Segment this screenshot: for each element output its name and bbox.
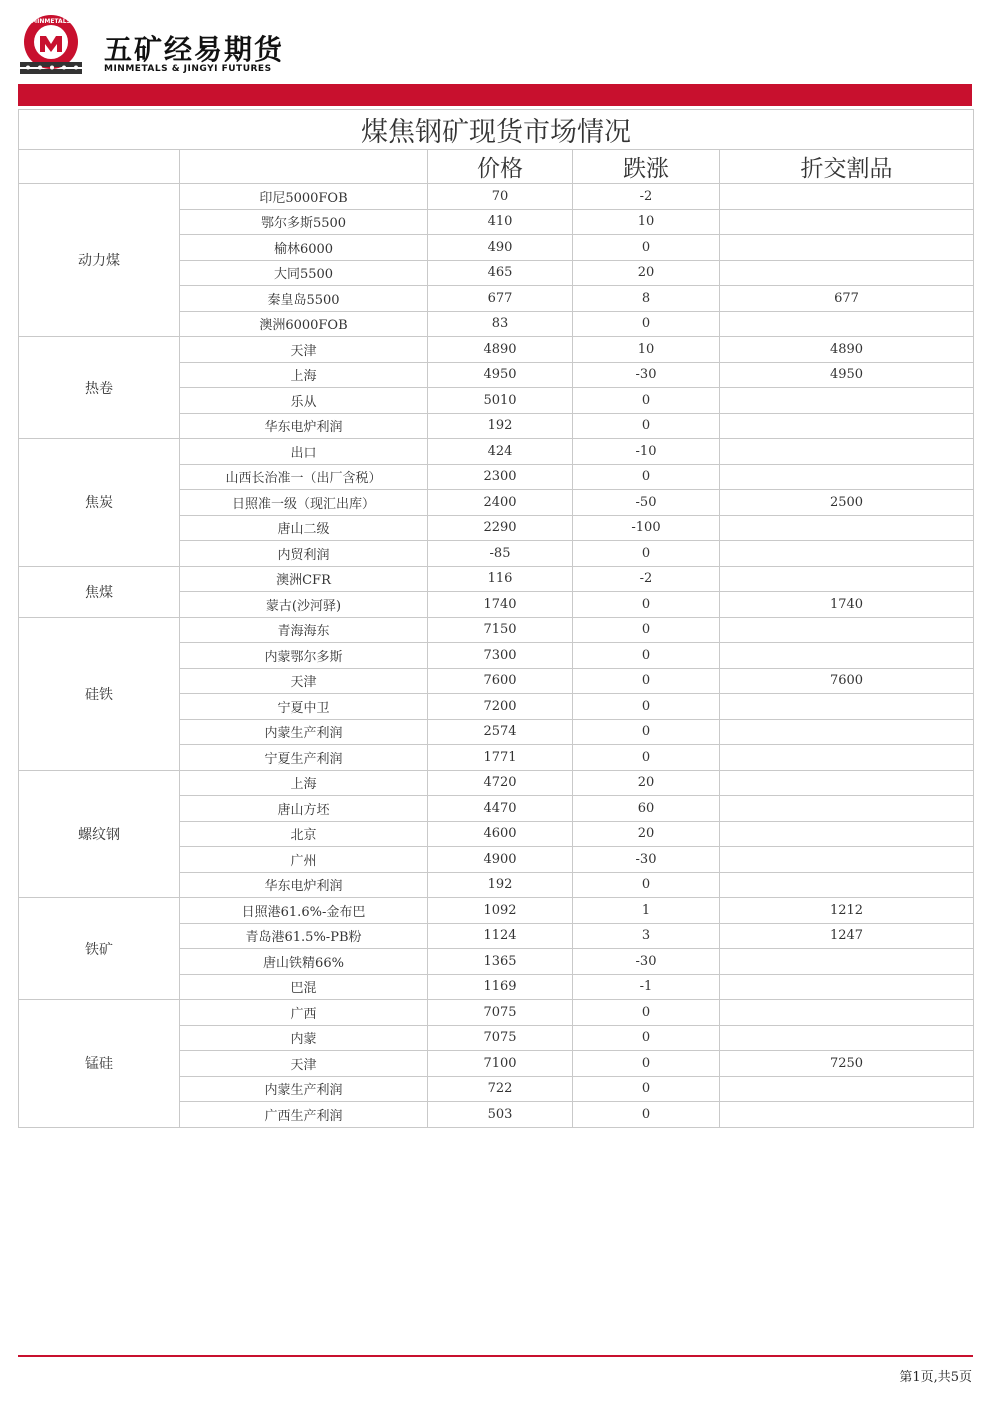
item-cell: 广西生产利润 xyxy=(180,1102,428,1128)
price-cell: 7075 xyxy=(428,1000,573,1026)
change-cell: 20 xyxy=(573,770,720,796)
change-cell: 1 xyxy=(573,898,720,924)
delivery-cell xyxy=(720,872,974,898)
item-cell: 内蒙 xyxy=(180,1025,428,1051)
item-cell: 日照港61.6%-金布巴 xyxy=(180,898,428,924)
price-cell: -85 xyxy=(428,541,573,567)
minmetals-logo-icon xyxy=(18,14,84,76)
table-header-row xyxy=(19,150,974,184)
delivery-cell xyxy=(720,566,974,592)
change-cell: -30 xyxy=(573,362,720,388)
change-cell: 0 xyxy=(573,464,720,490)
delivery-cell: 677 xyxy=(720,286,974,312)
item-cell: 大同5500 xyxy=(180,260,428,286)
price-cell: 7200 xyxy=(428,694,573,720)
item-cell: 北京 xyxy=(180,821,428,847)
delivery-cell xyxy=(720,1000,974,1026)
delivery-cell xyxy=(720,949,974,975)
item-cell: 澳洲6000FOB xyxy=(180,311,428,337)
delivery-cell: 2500 xyxy=(720,490,974,516)
change-cell: -100 xyxy=(573,515,720,541)
item-cell: 广西 xyxy=(180,1000,428,1026)
table-row xyxy=(19,184,974,210)
price-cell: 83 xyxy=(428,311,573,337)
category-cell: 铁矿 xyxy=(19,898,180,1000)
delivery-cell xyxy=(720,413,974,439)
delivery-cell xyxy=(720,541,974,567)
price-cell: 192 xyxy=(428,413,573,439)
category-cell: 螺纹钢 xyxy=(19,770,180,898)
item-cell: 内贸利润 xyxy=(180,541,428,567)
delivery-cell: 1212 xyxy=(720,898,974,924)
change-cell: 0 xyxy=(573,235,720,261)
table-row xyxy=(19,439,974,465)
item-cell: 天津 xyxy=(180,337,428,363)
category-cell: 焦煤 xyxy=(19,566,180,617)
delivery-cell xyxy=(720,515,974,541)
price-cell: 1740 xyxy=(428,592,573,618)
item-cell: 宁夏中卫 xyxy=(180,694,428,720)
brand-name-en: MINMETALS & JINGYI FUTURES xyxy=(104,64,272,74)
change-cell: 0 xyxy=(573,541,720,567)
change-cell: 8 xyxy=(573,286,720,312)
delivery-cell xyxy=(720,1102,974,1128)
change-cell: 0 xyxy=(573,745,720,771)
delivery-cell: 1247 xyxy=(720,923,974,949)
change-cell: -2 xyxy=(573,566,720,592)
price-cell: 4470 xyxy=(428,796,573,822)
delivery-cell xyxy=(720,617,974,643)
delivery-cell xyxy=(720,745,974,771)
category-cell: 热卷 xyxy=(19,337,180,439)
price-cell: 4950 xyxy=(428,362,573,388)
item-cell: 印尼5000FOB xyxy=(180,184,428,210)
market-table xyxy=(18,109,974,1128)
delivery-cell xyxy=(720,260,974,286)
item-cell: 华东电炉利润 xyxy=(180,872,428,898)
delivery-cell xyxy=(720,694,974,720)
table-title: 煤焦钢矿现货市场情况 xyxy=(19,110,974,150)
table-row xyxy=(19,1000,974,1026)
item-cell: 青岛港61.5%-PB粉 xyxy=(180,923,428,949)
price-cell: 2400 xyxy=(428,490,573,516)
change-cell: 3 xyxy=(573,923,720,949)
delivery-cell xyxy=(720,770,974,796)
price-cell: 2574 xyxy=(428,719,573,745)
price-cell: 1169 xyxy=(428,974,573,1000)
change-cell: 0 xyxy=(573,643,720,669)
item-cell: 唐山铁精66% xyxy=(180,949,428,975)
delivery-cell xyxy=(720,235,974,261)
header-change: 跌涨 xyxy=(573,150,720,184)
price-cell: 4600 xyxy=(428,821,573,847)
item-cell: 唐山方坯 xyxy=(180,796,428,822)
change-cell: 0 xyxy=(573,668,720,694)
item-cell: 鄂尔多斯5500 xyxy=(180,209,428,235)
delivery-cell xyxy=(720,209,974,235)
delivery-cell xyxy=(720,184,974,210)
price-cell: 4890 xyxy=(428,337,573,363)
change-cell: -50 xyxy=(573,490,720,516)
change-cell: 0 xyxy=(573,388,720,414)
delivery-cell xyxy=(720,464,974,490)
brand-name-cn: 五矿经易期货 xyxy=(104,33,285,66)
header-category xyxy=(19,150,180,184)
item-cell: 上海 xyxy=(180,362,428,388)
change-cell: 0 xyxy=(573,413,720,439)
delivery-cell xyxy=(720,1025,974,1051)
item-cell: 日照准一级（现汇出库） xyxy=(180,490,428,516)
delivery-cell: 7250 xyxy=(720,1051,974,1077)
header-price: 价格 xyxy=(428,150,573,184)
change-cell: 10 xyxy=(573,337,720,363)
item-cell: 蒙古(沙河驿) xyxy=(180,592,428,618)
price-cell: 722 xyxy=(428,1076,573,1102)
table-title-row xyxy=(19,110,974,150)
price-cell: 2290 xyxy=(428,515,573,541)
item-cell: 青海海东 xyxy=(180,617,428,643)
price-cell: 7600 xyxy=(428,668,573,694)
item-cell: 山西长治准一（出厂含税） xyxy=(180,464,428,490)
delivery-cell: 4890 xyxy=(720,337,974,363)
delivery-cell xyxy=(720,796,974,822)
table-row xyxy=(19,617,974,643)
item-cell: 乐从 xyxy=(180,388,428,414)
delivery-cell xyxy=(720,311,974,337)
svg-text:MINMETALS: MINMETALS xyxy=(31,18,71,25)
price-cell: 70 xyxy=(428,184,573,210)
delivery-cell xyxy=(720,974,974,1000)
change-cell: 0 xyxy=(573,1076,720,1102)
delivery-cell xyxy=(720,719,974,745)
change-cell: 0 xyxy=(573,1000,720,1026)
delivery-cell xyxy=(720,847,974,873)
price-cell: 410 xyxy=(428,209,573,235)
delivery-cell xyxy=(720,439,974,465)
market-table-container xyxy=(18,109,973,1128)
delivery-cell xyxy=(720,821,974,847)
delivery-cell: 7600 xyxy=(720,668,974,694)
item-cell: 宁夏生产利润 xyxy=(180,745,428,771)
header-delivery: 折交割品 xyxy=(720,150,974,184)
table-row xyxy=(19,898,974,924)
table-row xyxy=(19,566,974,592)
price-cell: 503 xyxy=(428,1102,573,1128)
item-cell: 内蒙生产利润 xyxy=(180,719,428,745)
item-cell: 秦皇岛5500 xyxy=(180,286,428,312)
change-cell: -10 xyxy=(573,439,720,465)
delivery-cell xyxy=(720,1076,974,1102)
price-cell: 4900 xyxy=(428,847,573,873)
price-cell: 424 xyxy=(428,439,573,465)
change-cell: -1 xyxy=(573,974,720,1000)
item-cell: 澳洲CFR xyxy=(180,566,428,592)
change-cell: 20 xyxy=(573,821,720,847)
price-cell: 7075 xyxy=(428,1025,573,1051)
change-cell: -30 xyxy=(573,949,720,975)
item-cell: 榆林6000 xyxy=(180,235,428,261)
price-cell: 116 xyxy=(428,566,573,592)
item-cell: 天津 xyxy=(180,668,428,694)
price-cell: 7100 xyxy=(428,1051,573,1077)
table-row xyxy=(19,770,974,796)
item-cell: 上海 xyxy=(180,770,428,796)
price-cell: 1365 xyxy=(428,949,573,975)
price-cell: 1771 xyxy=(428,745,573,771)
change-cell: 20 xyxy=(573,260,720,286)
delivery-cell xyxy=(720,643,974,669)
item-cell: 广州 xyxy=(180,847,428,873)
price-cell: 4720 xyxy=(428,770,573,796)
item-cell: 华东电炉利润 xyxy=(180,413,428,439)
price-cell: 2300 xyxy=(428,464,573,490)
page-number: 第1页,共5页 xyxy=(899,1370,972,1385)
change-cell: -2 xyxy=(573,184,720,210)
change-cell: 10 xyxy=(573,209,720,235)
header-red-bar xyxy=(18,84,972,106)
change-cell: 0 xyxy=(573,617,720,643)
item-cell: 内蒙鄂尔多斯 xyxy=(180,643,428,669)
price-cell: 5010 xyxy=(428,388,573,414)
price-cell: 7300 xyxy=(428,643,573,669)
category-cell: 锰硅 xyxy=(19,1000,180,1128)
item-cell: 唐山二级 xyxy=(180,515,428,541)
price-cell: 7150 xyxy=(428,617,573,643)
category-cell: 动力煤 xyxy=(19,184,180,337)
item-cell: 天津 xyxy=(180,1051,428,1077)
price-cell: 677 xyxy=(428,286,573,312)
change-cell: 0 xyxy=(573,872,720,898)
delivery-cell: 1740 xyxy=(720,592,974,618)
change-cell: 0 xyxy=(573,719,720,745)
change-cell: 0 xyxy=(573,592,720,618)
price-cell: 1092 xyxy=(428,898,573,924)
footer-divider xyxy=(18,1355,973,1357)
price-cell: 1124 xyxy=(428,923,573,949)
price-cell: 192 xyxy=(428,872,573,898)
item-cell: 出口 xyxy=(180,439,428,465)
category-cell: 焦炭 xyxy=(19,439,180,567)
change-cell: 0 xyxy=(573,311,720,337)
header-item xyxy=(180,150,428,184)
table-row xyxy=(19,337,974,363)
price-cell: 490 xyxy=(428,235,573,261)
category-cell: 硅铁 xyxy=(19,617,180,770)
change-cell: 0 xyxy=(573,1051,720,1077)
delivery-cell: 4950 xyxy=(720,362,974,388)
change-cell: 0 xyxy=(573,1025,720,1051)
change-cell: 0 xyxy=(573,1102,720,1128)
change-cell: 0 xyxy=(573,694,720,720)
item-cell: 内蒙生产利润 xyxy=(180,1076,428,1102)
page-header xyxy=(18,14,972,80)
item-cell: 巴混 xyxy=(180,974,428,1000)
delivery-cell xyxy=(720,388,974,414)
change-cell: -30 xyxy=(573,847,720,873)
price-cell: 465 xyxy=(428,260,573,286)
change-cell: 60 xyxy=(573,796,720,822)
